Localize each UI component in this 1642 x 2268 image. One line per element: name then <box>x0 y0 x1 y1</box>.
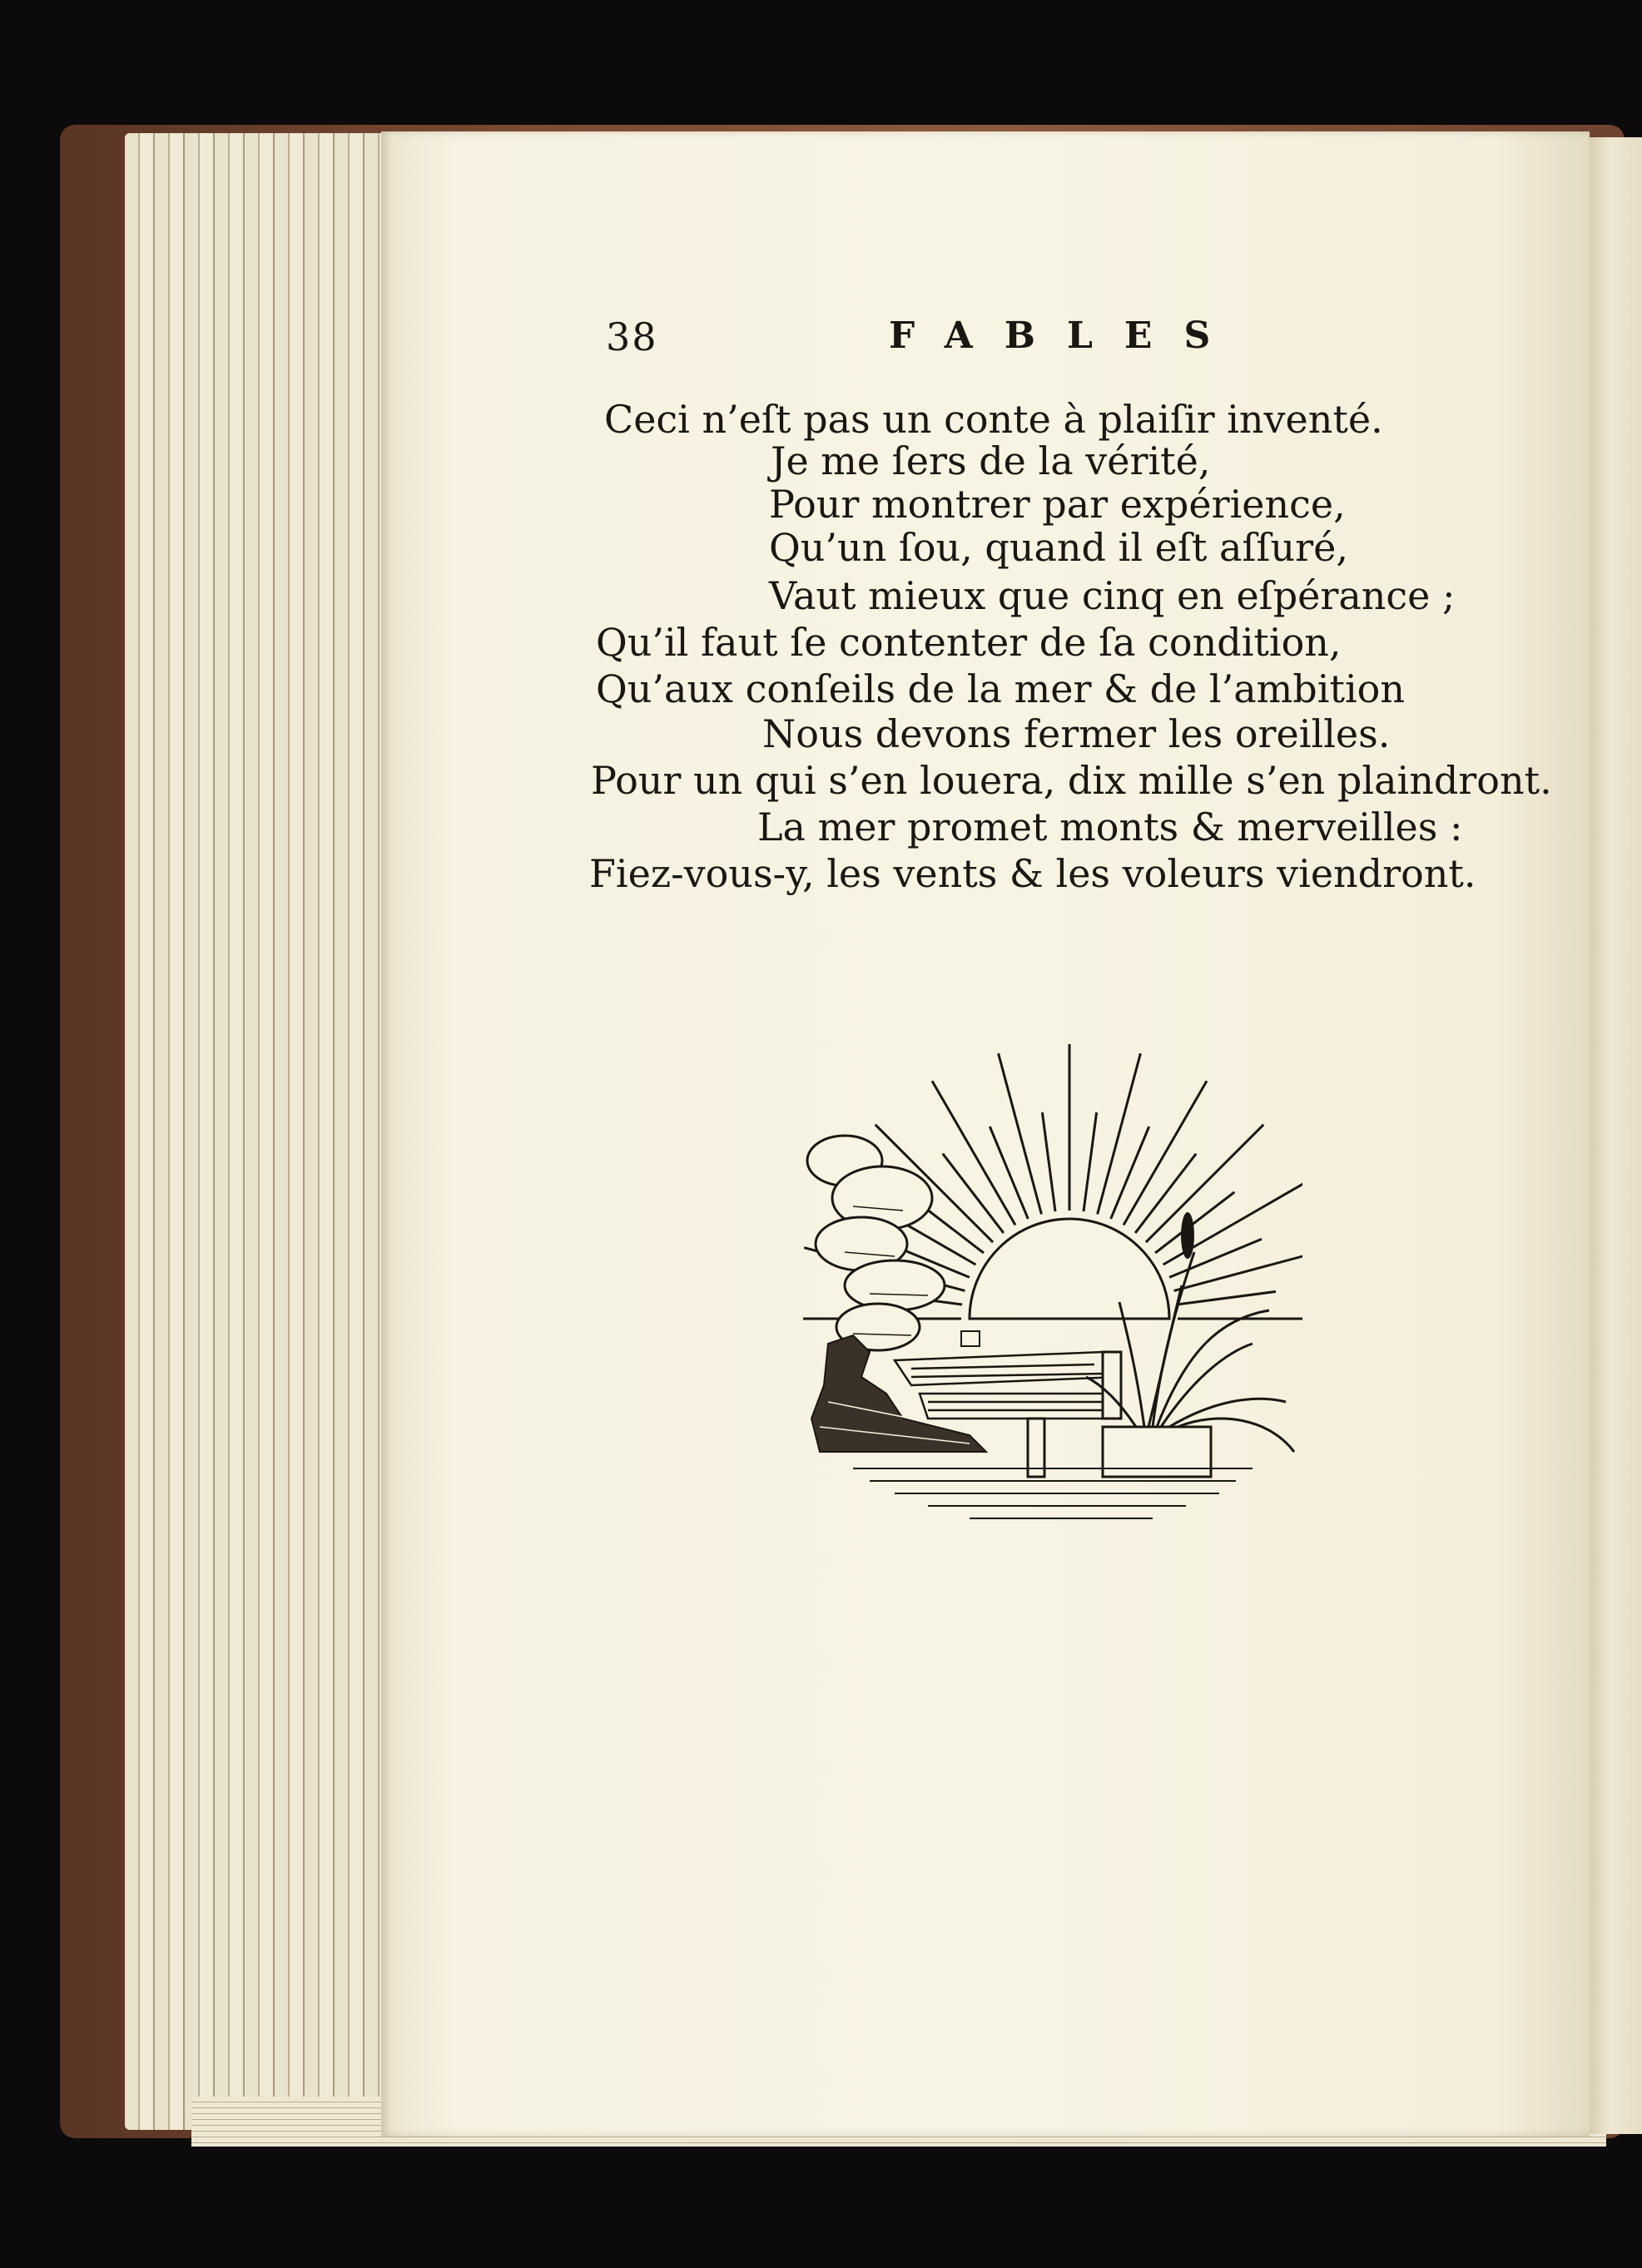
verse-line: Vaut mieux que cinq en eſpérance ; <box>769 573 1456 618</box>
page-number: 38 <box>606 314 658 359</box>
verse-line: Fiez-vous-y, les vents & les voleurs viendront. <box>589 851 1476 896</box>
verse-line: Pour montrer par expérience, <box>769 482 1346 527</box>
verse-line: Je me ſers de la vérité, <box>771 438 1211 483</box>
verse-line: Qu’aux conſeils de la mer & de l’ambition <box>596 666 1405 711</box>
running-header <box>606 314 1438 373</box>
running-title: FABLES <box>889 314 1243 357</box>
verse-line: La mer promet monts & merveilles : <box>757 805 1463 849</box>
facing-page-edge <box>1585 137 1642 2134</box>
verse-line: Qu’il faut ſe contenter de ſa condition, <box>596 620 1342 665</box>
page-edges-stack <box>125 133 399 2130</box>
verse-line: Nous devons fermer les oreilles. <box>762 711 1391 756</box>
verse-line: Qu’un ſou, quand il eſt aſſuré, <box>769 525 1348 570</box>
verse-line: Ceci n’eſt pas un conte à plaiſir inventé. <box>604 397 1383 442</box>
sunrise-woodcut-icon <box>803 986 1302 1535</box>
verse-line: Pour un qui s’en louera, dix mille s’en plaindront. <box>591 758 1552 803</box>
